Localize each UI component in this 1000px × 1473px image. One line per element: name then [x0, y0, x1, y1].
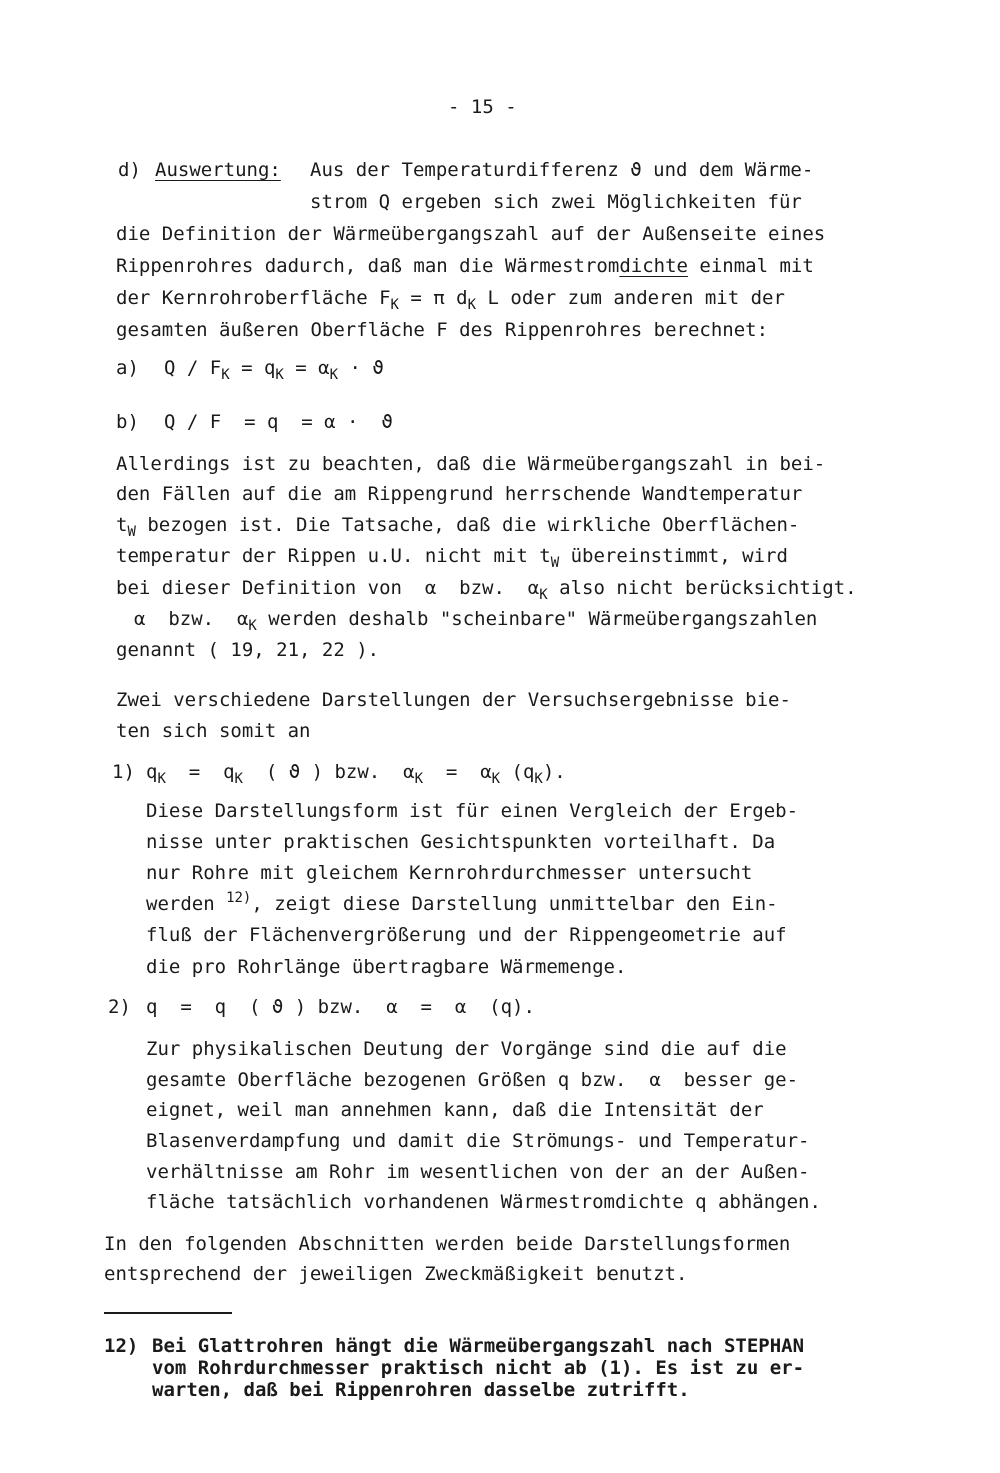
item2-formula: q = q ( ϑ ) bzw. α = α (q). — [146, 996, 535, 1018]
footnote-mark: 12) — [104, 1335, 139, 1357]
text-line: strom Q ergeben sich zwei Möglichkeiten für — [310, 191, 802, 213]
footnote-line: Bei Glattrohren hängt die Wärmeübergangszahl nach STEPHAN — [152, 1335, 805, 1357]
footnote-line: warten, daß bei Rippenrohren dasselbe zutrifft. — [152, 1379, 690, 1401]
text-line: eignet, weil man annehmen kann, daß die Intensität der — [146, 1099, 764, 1121]
text-line: Allerdings ist zu beachten, daß die Wärmeübergangszahl in bei- — [116, 453, 826, 475]
footnote-line: vom Rohrdurchmesser praktisch nicht ab (1). Es ist zu er- — [152, 1357, 805, 1379]
item-label: 1) — [112, 761, 135, 783]
text-line: α bzw. $\alpha_K$ werden deshalb "scheinbare" Wärmeübergangszahlen — [134, 608, 818, 634]
text-line: In den folgenden Abschnitten werden beide Darstellungsformen — [104, 1233, 791, 1255]
footnote-ref: 12) — [226, 890, 252, 906]
text-line: fluß der Flächenvergrößerung und der Rippengeometrie auf — [146, 924, 787, 946]
item1-formula: $q_K = q_K$ ( ϑ ) bzw. $\alpha_K = \alpha_K$ $(q_K)$. — [146, 761, 566, 787]
text-line: bei dieser Definition von α bzw. $\alpha_K$ also nicht berücksichtigt. — [116, 577, 857, 603]
item-label: 2) — [108, 996, 131, 1018]
text-line: Diese Darstellungsform ist für einen Vergleich der Ergeb- — [146, 800, 799, 822]
text-line: Zur physikalischen Deutung der Vorgänge sind die auf die — [146, 1038, 787, 1060]
text-line: Zwei verschiedene Darstellungen der Versuchsergebnisse bie- — [116, 689, 791, 711]
text-line: genannt ( 19, 21, 22 ). — [116, 639, 380, 661]
text-line: gesamte Oberfläche bezogenen Größen q bzw. α besser ge- — [146, 1069, 799, 1091]
text-line: der Kernrohroberfläche $F_K = \pi$ $d_K$ L oder zum anderen mit der — [116, 287, 785, 313]
text-line: verhältnisse am Rohr im wesentlichen von der an der Außen- — [146, 1161, 810, 1183]
text-line: werden $^{12)}$, zeigt diese Darstellung unmittelbar den Ein- — [146, 890, 778, 915]
text-line: Aus der Temperaturdifferenz ϑ und dem Wärme- — [310, 159, 814, 181]
text-line: die Definition der Wärmeübergangszahl auf der Außenseite eines — [116, 223, 826, 245]
text-line: fläche tatsächlich vorhandenen Wärmestromdichte q abhängen. — [146, 1191, 821, 1213]
equation-b-label: b) — [116, 411, 139, 433]
footnote-rule — [104, 1312, 232, 1314]
page-number: - 15 - — [448, 96, 517, 118]
text-line: gesamten äußeren Oberfläche F des Rippenrohres berechnet: — [116, 319, 769, 341]
text-line: $t_W$ bezogen ist. Die Tatsache, daß die wirkliche Oberflächen- — [116, 514, 800, 540]
text-line: Blasenverdampfung und damit die Strömungs- und Temperatur- — [146, 1130, 810, 1152]
equation-a: $Q / F_K = q_K = \alpha_K \cdot ϑ$ — [164, 357, 384, 383]
text-line: temperatur der Rippen u.U. nicht mit $t_W$ übereinstimmt, wird — [116, 545, 788, 571]
equation-a-label: a) — [116, 357, 139, 379]
section-label: d) — [118, 159, 141, 181]
text-line: nur Rohre mit gleichem Kernrohrdurchmesser untersucht — [146, 862, 753, 884]
text-line: ten sich somit an — [116, 720, 311, 742]
text-line: entsprechend der jeweiligen Zweckmäßigkeit benutzt. — [104, 1263, 688, 1285]
text-line: den Fällen auf die am Rippengrund herrschende Wandtemperatur — [116, 483, 803, 505]
text-line: die pro Rohrlänge übertragbare Wärmemenge. — [146, 956, 627, 978]
equation-b: Q / F = q = α · ϑ — [164, 411, 393, 433]
text-line: Rippenrohres dadurch, daß man die Wärmestromdichte einmal mit — [116, 255, 814, 277]
text-line: nisse unter praktischen Gesichtspunkten vorteilhaft. Da — [146, 831, 776, 853]
section-heading: Auswertung: — [155, 159, 281, 181]
